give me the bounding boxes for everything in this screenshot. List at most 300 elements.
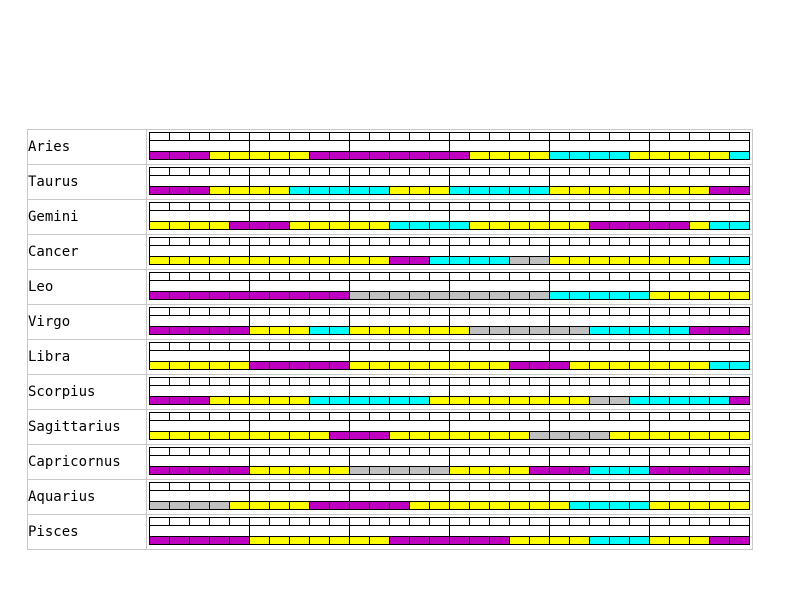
segment-bar xyxy=(330,292,350,300)
segment-bar xyxy=(190,537,210,545)
segment-bar xyxy=(730,502,750,510)
row-timeline-svg xyxy=(147,130,752,164)
row-label: Aries xyxy=(28,130,147,165)
segment-bar xyxy=(450,222,470,230)
segment-bar xyxy=(510,362,530,370)
segment-bar xyxy=(330,362,350,370)
segment-bar xyxy=(310,502,330,510)
segment-bar xyxy=(270,292,290,300)
segment-bar xyxy=(210,257,230,265)
segment-bar xyxy=(390,257,410,265)
segment-bar xyxy=(490,327,510,335)
segment-bar xyxy=(430,257,450,265)
segment-bar xyxy=(330,152,350,160)
segment-bar xyxy=(690,432,710,440)
segment-bar xyxy=(170,432,190,440)
segment-bar xyxy=(150,292,170,300)
timeline-row xyxy=(28,270,753,305)
segment-bar xyxy=(510,152,530,160)
segment-bar xyxy=(170,467,190,475)
timeline-row xyxy=(28,515,753,550)
segment-bar xyxy=(210,327,230,335)
segment-bar xyxy=(150,537,170,545)
segment-bar xyxy=(410,257,430,265)
segment-bar xyxy=(490,467,510,475)
segment-bar xyxy=(410,432,430,440)
segment-bar xyxy=(550,152,570,160)
segment-bar xyxy=(410,327,430,335)
segment-bar xyxy=(730,362,750,370)
segment-bar xyxy=(630,187,650,195)
segment-bar xyxy=(570,222,590,230)
segment-bar xyxy=(630,222,650,230)
segment-bar xyxy=(610,257,630,265)
segment-bar xyxy=(730,467,750,475)
segment-bar xyxy=(550,327,570,335)
segment-bar xyxy=(330,502,350,510)
row-timeline-cell xyxy=(147,410,753,445)
segment-bar xyxy=(290,257,310,265)
segment-bar xyxy=(470,152,490,160)
segment-bar xyxy=(150,222,170,230)
segment-bar xyxy=(470,292,490,300)
segment-bar xyxy=(150,432,170,440)
segment-bar xyxy=(190,432,210,440)
segment-bar xyxy=(330,467,350,475)
segment-bar xyxy=(590,502,610,510)
segment-bar xyxy=(570,362,590,370)
segment-bar xyxy=(430,327,450,335)
segment-bar xyxy=(370,362,390,370)
segment-bar xyxy=(450,502,470,510)
segment-bar xyxy=(590,292,610,300)
segment-bar xyxy=(510,467,530,475)
segment-bar xyxy=(530,467,550,475)
segment-bar xyxy=(250,537,270,545)
segment-bar xyxy=(270,432,290,440)
segment-bar xyxy=(650,432,670,440)
row-timeline-svg xyxy=(147,305,752,339)
segment-bar xyxy=(430,397,450,405)
segment-bar xyxy=(290,152,310,160)
segment-bar xyxy=(170,362,190,370)
segment-bar xyxy=(350,152,370,160)
segment-bar xyxy=(650,362,670,370)
timeline-row xyxy=(28,235,753,270)
segment-bar xyxy=(530,432,550,440)
segment-bar xyxy=(370,432,390,440)
segment-bar xyxy=(650,327,670,335)
segment-bar xyxy=(530,502,550,510)
segment-bar xyxy=(610,152,630,160)
segment-bar xyxy=(310,187,330,195)
row-label: Aquarius xyxy=(28,480,147,515)
segment-bar xyxy=(190,327,210,335)
segment-bar xyxy=(470,502,490,510)
segment-bar xyxy=(190,152,210,160)
segment-bar xyxy=(570,257,590,265)
segment-bar xyxy=(330,222,350,230)
segment-bar xyxy=(430,292,450,300)
segment-bar xyxy=(630,537,650,545)
segment-bar xyxy=(610,502,630,510)
segment-bar xyxy=(670,152,690,160)
row-timeline-cell xyxy=(147,130,753,165)
segment-bar xyxy=(230,222,250,230)
segment-bar xyxy=(710,257,730,265)
timeline-row xyxy=(28,305,753,340)
segment-bar xyxy=(710,187,730,195)
segment-bar xyxy=(430,537,450,545)
segment-bar xyxy=(550,292,570,300)
segment-bar xyxy=(370,187,390,195)
segment-bar xyxy=(290,222,310,230)
segment-bar xyxy=(290,362,310,370)
segment-bar xyxy=(450,467,470,475)
segment-bar xyxy=(430,502,450,510)
row-label: Sagittarius xyxy=(28,410,147,445)
segment-bar xyxy=(470,222,490,230)
segment-bar xyxy=(550,537,570,545)
segment-bar xyxy=(530,292,550,300)
segment-bar xyxy=(450,187,470,195)
segment-bar xyxy=(410,467,430,475)
row-timeline-cell xyxy=(147,200,753,235)
segment-bar xyxy=(290,502,310,510)
segment-bar xyxy=(450,257,470,265)
segment-bar xyxy=(290,397,310,405)
segment-bar xyxy=(610,397,630,405)
segment-bar xyxy=(310,257,330,265)
segment-bar xyxy=(510,432,530,440)
segment-bar xyxy=(470,362,490,370)
segment-bar xyxy=(590,152,610,160)
segment-bar xyxy=(210,362,230,370)
segment-bar xyxy=(430,467,450,475)
segment-bar xyxy=(330,397,350,405)
segment-bar xyxy=(610,222,630,230)
segment-bar xyxy=(650,187,670,195)
segment-bar xyxy=(150,502,170,510)
segment-bar xyxy=(610,467,630,475)
segment-bar xyxy=(350,432,370,440)
segment-bar xyxy=(470,187,490,195)
segment-bar xyxy=(350,187,370,195)
segment-bar xyxy=(390,292,410,300)
segment-bar xyxy=(370,292,390,300)
segment-bar xyxy=(210,222,230,230)
row-timeline-cell xyxy=(147,340,753,375)
segment-bar xyxy=(230,327,250,335)
segment-bar xyxy=(690,502,710,510)
segment-bar xyxy=(270,222,290,230)
segment-bar xyxy=(730,327,750,335)
segment-bar xyxy=(670,362,690,370)
segment-bar xyxy=(730,397,750,405)
segment-bar xyxy=(390,432,410,440)
segment-bar xyxy=(710,432,730,440)
segment-bar xyxy=(350,222,370,230)
segment-bar xyxy=(630,397,650,405)
segment-bar xyxy=(410,292,430,300)
segment-bar xyxy=(690,152,710,160)
segment-bar xyxy=(710,152,730,160)
segment-bar xyxy=(170,187,190,195)
segment-bar xyxy=(350,257,370,265)
segment-bar xyxy=(430,362,450,370)
segment-bar xyxy=(670,222,690,230)
segment-bar xyxy=(510,222,530,230)
row-timeline-svg xyxy=(147,375,752,409)
segment-bar xyxy=(510,397,530,405)
segment-bar xyxy=(650,397,670,405)
segment-bar xyxy=(330,537,350,545)
segment-bar xyxy=(150,152,170,160)
segment-bar xyxy=(430,187,450,195)
row-timeline-svg xyxy=(147,200,752,234)
segment-bar xyxy=(690,257,710,265)
segment-bar xyxy=(390,327,410,335)
segment-bar xyxy=(430,152,450,160)
segment-bar xyxy=(510,502,530,510)
segment-bar xyxy=(230,432,250,440)
segment-bar xyxy=(350,537,370,545)
segment-bar xyxy=(450,152,470,160)
segment-bar xyxy=(590,222,610,230)
segment-bar xyxy=(530,257,550,265)
segment-bar xyxy=(390,187,410,195)
segment-bar xyxy=(490,537,510,545)
segment-bar xyxy=(450,432,470,440)
segment-bar xyxy=(690,397,710,405)
segment-bar xyxy=(310,152,330,160)
segment-bar xyxy=(490,397,510,405)
segment-bar xyxy=(250,502,270,510)
row-label: Libra xyxy=(28,340,147,375)
segment-bar xyxy=(250,327,270,335)
segment-bar xyxy=(410,502,430,510)
segment-bar xyxy=(350,362,370,370)
timeline-row xyxy=(28,480,753,515)
segment-bar xyxy=(530,152,550,160)
row-timeline-cell xyxy=(147,480,753,515)
segment-bar xyxy=(610,537,630,545)
timeline-row xyxy=(28,340,753,375)
segment-bar xyxy=(170,292,190,300)
segment-bar xyxy=(190,467,210,475)
segment-bar xyxy=(590,327,610,335)
segment-bar xyxy=(730,292,750,300)
segment-bar xyxy=(250,467,270,475)
segment-bar xyxy=(630,257,650,265)
segment-bar xyxy=(450,362,470,370)
segment-bar xyxy=(650,152,670,160)
segment-bar xyxy=(290,292,310,300)
segment-bar xyxy=(410,362,430,370)
segment-bar xyxy=(470,537,490,545)
segment-bar xyxy=(250,222,270,230)
row-timeline-cell xyxy=(147,515,753,550)
segment-bar xyxy=(490,362,510,370)
segment-bar xyxy=(630,292,650,300)
segment-bar xyxy=(310,467,330,475)
segment-bar xyxy=(650,502,670,510)
segment-bar xyxy=(650,257,670,265)
segment-bar xyxy=(670,537,690,545)
row-timeline-svg xyxy=(147,270,752,304)
segment-bar xyxy=(170,502,190,510)
row-timeline-svg xyxy=(147,340,752,374)
segment-bar xyxy=(250,187,270,195)
row-timeline-svg xyxy=(147,480,752,514)
segment-bar xyxy=(290,467,310,475)
segment-bar xyxy=(270,537,290,545)
segment-bar xyxy=(190,397,210,405)
segment-bar xyxy=(270,467,290,475)
segment-bar xyxy=(610,432,630,440)
segment-bar xyxy=(670,397,690,405)
segment-bar xyxy=(710,327,730,335)
segment-bar xyxy=(530,187,550,195)
segment-bar xyxy=(150,327,170,335)
segment-bar xyxy=(410,187,430,195)
segment-bar xyxy=(650,467,670,475)
segment-bar xyxy=(410,222,430,230)
segment-bar xyxy=(690,222,710,230)
segment-bar xyxy=(730,152,750,160)
segment-bar xyxy=(710,397,730,405)
segment-bar xyxy=(150,467,170,475)
segment-bar xyxy=(630,432,650,440)
segment-bar xyxy=(310,222,330,230)
segment-bar xyxy=(670,187,690,195)
segment-bar xyxy=(330,187,350,195)
row-timeline-svg xyxy=(147,515,752,549)
segment-bar xyxy=(250,432,270,440)
segment-bar xyxy=(390,537,410,545)
row-timeline-cell xyxy=(147,375,753,410)
row-label: Gemini xyxy=(28,200,147,235)
row-timeline-svg xyxy=(147,235,752,269)
segment-bar xyxy=(270,327,290,335)
segment-bar xyxy=(430,432,450,440)
timeline-row xyxy=(28,410,753,445)
segment-bar xyxy=(730,222,750,230)
segment-bar xyxy=(730,537,750,545)
segment-bar xyxy=(330,327,350,335)
segment-bar xyxy=(690,327,710,335)
segment-bar xyxy=(510,187,530,195)
segment-bar xyxy=(210,187,230,195)
segment-bar xyxy=(650,537,670,545)
segment-bar xyxy=(150,257,170,265)
segment-bar xyxy=(490,502,510,510)
segment-bar xyxy=(490,292,510,300)
segment-bar xyxy=(190,222,210,230)
segment-bar xyxy=(550,187,570,195)
segment-bar xyxy=(610,292,630,300)
segment-bar xyxy=(550,362,570,370)
segment-bar xyxy=(390,467,410,475)
segment-bar xyxy=(270,362,290,370)
segment-bar xyxy=(550,432,570,440)
segment-bar xyxy=(530,327,550,335)
segment-bar xyxy=(590,537,610,545)
segment-bar xyxy=(310,537,330,545)
segment-bar xyxy=(690,292,710,300)
segment-bar xyxy=(290,537,310,545)
segment-bar xyxy=(650,222,670,230)
segment-bar xyxy=(330,257,350,265)
segment-bar xyxy=(670,502,690,510)
segment-bar xyxy=(570,152,590,160)
segment-bar xyxy=(190,292,210,300)
segment-bar xyxy=(170,537,190,545)
segment-bar xyxy=(490,257,510,265)
timeline-row xyxy=(28,130,753,165)
segment-bar xyxy=(230,537,250,545)
segment-bar xyxy=(370,327,390,335)
segment-bar xyxy=(230,187,250,195)
timeline-row xyxy=(28,200,753,235)
segment-bar xyxy=(570,432,590,440)
segment-bar xyxy=(550,502,570,510)
row-label: Scorpius xyxy=(28,375,147,410)
segment-bar xyxy=(270,187,290,195)
segment-bar xyxy=(610,187,630,195)
segment-bar xyxy=(470,467,490,475)
segment-bar xyxy=(650,292,670,300)
segment-bar xyxy=(350,467,370,475)
segment-bar xyxy=(390,362,410,370)
segment-bar xyxy=(230,467,250,475)
segment-bar xyxy=(250,397,270,405)
segment-bar xyxy=(630,362,650,370)
segment-bar xyxy=(310,292,330,300)
segment-bar xyxy=(630,467,650,475)
segment-bar xyxy=(230,152,250,160)
segment-bar xyxy=(170,152,190,160)
segment-bar xyxy=(270,152,290,160)
segment-bar xyxy=(450,537,470,545)
segment-bar xyxy=(290,327,310,335)
segment-bar xyxy=(670,432,690,440)
segment-bar xyxy=(710,362,730,370)
segment-bar xyxy=(450,327,470,335)
segment-bar xyxy=(310,397,330,405)
segment-bar xyxy=(250,152,270,160)
segment-bar xyxy=(730,432,750,440)
segment-bar xyxy=(470,432,490,440)
row-label: Capricornus xyxy=(28,445,147,480)
segment-bar xyxy=(270,257,290,265)
timeline-row xyxy=(28,165,753,200)
segment-bar xyxy=(550,222,570,230)
segment-bar xyxy=(710,222,730,230)
segment-bar xyxy=(370,222,390,230)
segment-bar xyxy=(230,397,250,405)
segment-bar xyxy=(410,397,430,405)
segment-bar xyxy=(330,432,350,440)
segment-bar xyxy=(730,257,750,265)
segment-bar xyxy=(370,537,390,545)
segment-bar xyxy=(410,537,430,545)
row-label: Taurus xyxy=(28,165,147,200)
segment-bar xyxy=(210,502,230,510)
row-label: Cancer xyxy=(28,235,147,270)
segment-bar xyxy=(690,467,710,475)
segment-bar xyxy=(550,467,570,475)
